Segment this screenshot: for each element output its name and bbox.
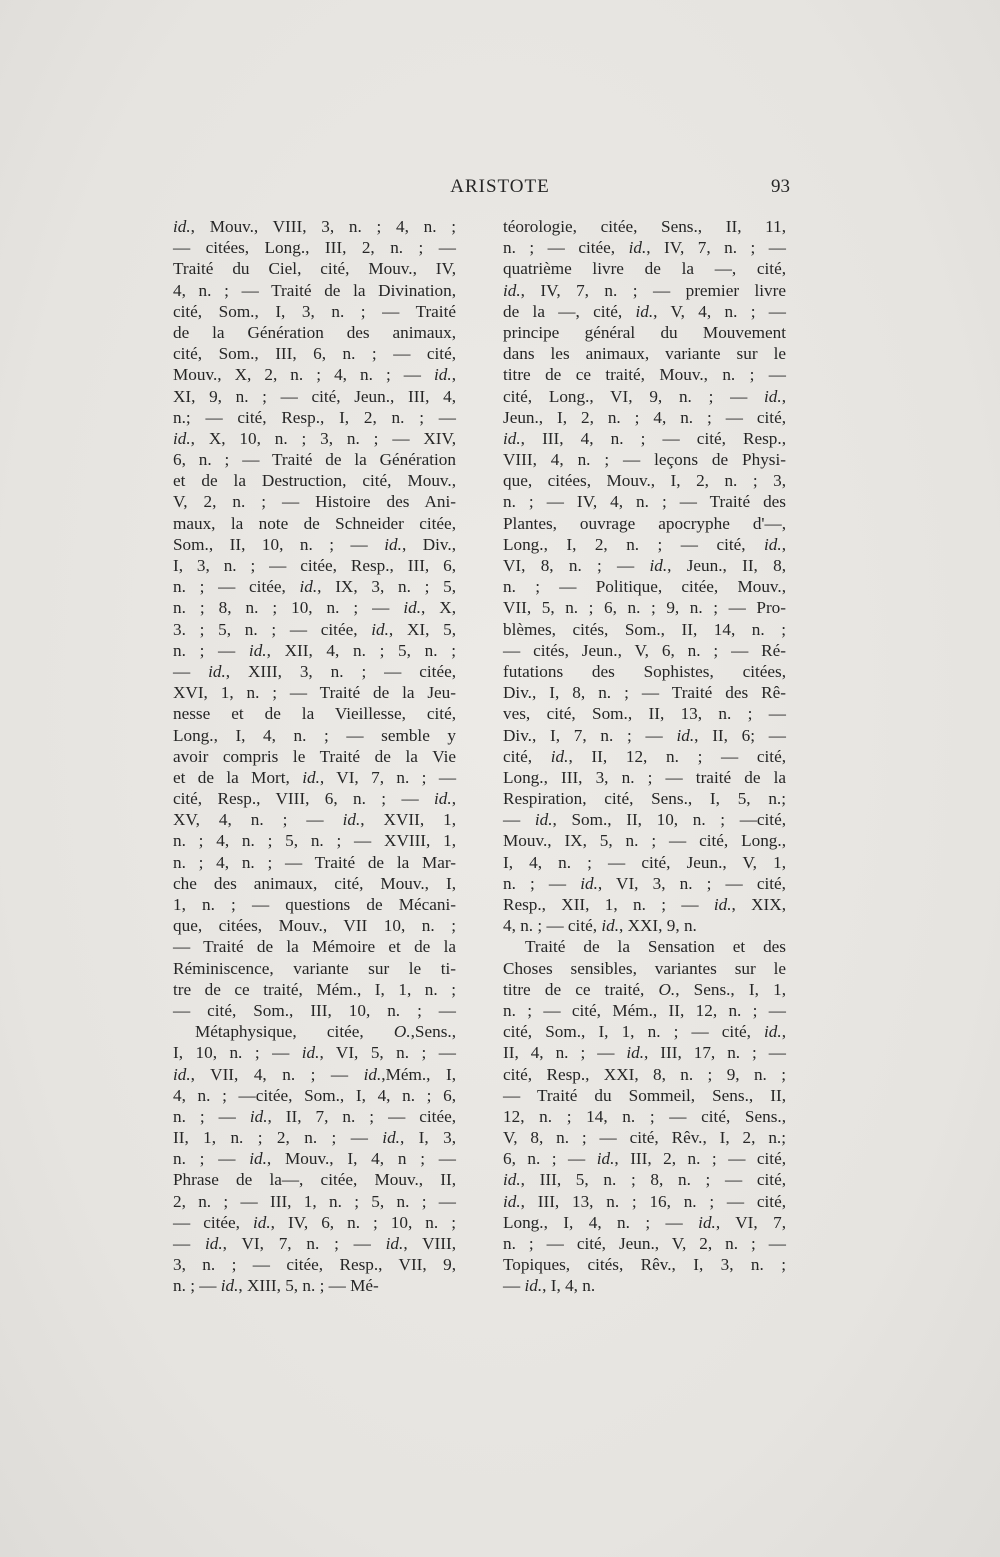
index-line: che des animaux, cité, Mouv., I,: [173, 873, 456, 893]
index-line: Resp., XII, 1, n. ; — id., XIX,: [503, 895, 786, 914]
index-line: que, citées, Mouv., I, 2, n. ; 3,: [503, 471, 786, 491]
index-line: 12, n. ; 14, n. ; — cité, Sens.,: [503, 1106, 786, 1126]
index-line: maux, la note de Schneider citée,: [173, 513, 456, 533]
index-line: Topiques, cités, Rêv., I, 3, n. ;: [503, 1255, 786, 1275]
index-line: futations des Sophistes, citées,: [503, 661, 786, 681]
index-line: Phrase de la—, citée, Mouv., II,: [173, 1170, 456, 1190]
index-line: Mouv., IX, 5, n. ; — cité, Long.,: [503, 831, 786, 851]
index-line: — Traité du Sommeil, Sens., II,: [503, 1085, 786, 1105]
index-line: — citée, id., IV, 6, n. ; 10, n. ;: [173, 1212, 456, 1232]
index-line: V, 2, n. ; — Histoire des Ani-: [173, 492, 456, 512]
index-line: cité, Long., VI, 9, n. ; — id.,: [503, 386, 786, 406]
index-line: n. ; — cité, Jeun., V, 2, n. ; —: [503, 1234, 786, 1253]
index-line: que, citées, Mouv., VII 10, n. ;: [173, 916, 456, 936]
left-column: [173, 216, 456, 1297]
index-line: n. ; 4, n. ; 5, n. ; — XVIII, 1,: [173, 831, 456, 851]
index-line: Traité de la Sensation et des: [525, 937, 786, 957]
index-line: — cités, Jeun., V, 6, n. ; — Ré-: [503, 640, 786, 660]
index-line: Mouv., X, 2, n. ; 4, n. ; — id.,: [173, 365, 456, 385]
index-line: tre de ce traité, Mém., I, 1, n. ;: [173, 979, 456, 999]
index-line: n. ; — id., VI, 3, n. ; — cité,: [503, 873, 786, 893]
index-line: — id., XIII, 3, n. ; — citée,: [173, 661, 457, 681]
index-line: id., IV, 7, n. ; — premier livre: [503, 280, 786, 300]
index-line: cité, Som., III, 6, n. ; — cité,: [173, 344, 456, 364]
index-line: id., VII, 4, n. ; — id.,Mém., I,: [173, 1064, 456, 1084]
index-line: de la Génération des animaux,: [173, 322, 456, 342]
index-line: Long., I, 4, n. ; — semble y: [173, 725, 456, 745]
index-line: Métaphysique, citée, O.,Sens.,: [195, 1022, 456, 1042]
index-line: id., Mouv., VIII, 3, n. ; 4, n. ;: [173, 217, 456, 236]
index-line: n. ; 8, n. ; 10, n. ; — id., X,: [173, 598, 456, 618]
index-line: n. ; — IV, 4, n. ; — Traité des: [503, 492, 786, 512]
running-title: ARISTOTE: [450, 176, 550, 197]
index-line: id., III, 13, n. ; 16, n. ; — cité,: [503, 1191, 786, 1211]
index-line: 4, n. ; — Traité de la Divination,: [173, 280, 456, 300]
index-line: téorologie, citée, Sens., II, 11,: [503, 217, 786, 236]
index-line: id., III, 5, n. ; 8, n. ; — cité,: [503, 1170, 786, 1190]
index-line: de la —, cité, id., V, 4, n. ; —: [503, 301, 786, 321]
index-line: n. ; — id., XIII, 5, n. ; — Mé-: [173, 1276, 379, 1296]
index-line: principe général du Mouvement: [503, 322, 786, 342]
index-line: XI, 9, n. ; — cité, Jeun., III, 4,: [173, 386, 456, 406]
index-line: n. ; — id., XII, 4, n. ; 5, n. ;: [173, 640, 456, 660]
index-line: cité, Resp., VIII, 6, n. ; — id.,: [173, 789, 456, 809]
index-line: n. ; — cité, Mém., II, 12, n. ; —: [503, 1000, 786, 1020]
index-line: I, 10, n. ; — id., VI, 5, n. ; —: [173, 1043, 456, 1063]
index-line: 6, n. ; — id., III, 2, n. ; — cité,: [503, 1149, 786, 1169]
index-line: Traité du Ciel, cité, Mouv., IV,: [173, 259, 456, 279]
index-line: — Traité de la Mémoire et de la: [173, 937, 456, 957]
index-line: cité, Som., I, 3, n. ; — Traité: [173, 301, 456, 321]
index-line: ves, cité, Som., II, 13, n. ; —: [503, 704, 786, 724]
index-line: n. ; — id., II, 7, n. ; — citée,: [173, 1106, 456, 1126]
index-line: n. ; — citée, id., IV, 7, n. ; —: [503, 238, 786, 258]
index-line: n. ; — citée, id., IX, 3, n. ; 5,: [173, 577, 456, 597]
index-line: titre de ce traité, O., Sens., I, 1,: [503, 979, 786, 999]
index-line: I, 4, n. ; — cité, Jeun., V, 1,: [503, 852, 786, 872]
index-line: 2, n. ; — III, 1, n. ; 5, n. ; —: [173, 1191, 456, 1211]
index-line: avoir compris le Traité de la Vie: [173, 746, 456, 766]
index-line: 3. ; 5, n. ; — citée, id., XI, 5,: [173, 619, 456, 639]
index-line: II, 4, n. ; — id., III, 17, n. ; —: [503, 1043, 786, 1063]
index-line: Long., I, 2, n. ; — cité, id.,: [503, 534, 786, 554]
index-line: n. ; — Politique, citée, Mouv.,: [503, 577, 786, 597]
index-line: n.; — cité, Resp., I, 2, n. ; —: [173, 407, 456, 427]
index-line: V, 8, n. ; — cité, Rêv., I, 2, n.;: [503, 1128, 786, 1148]
index-line: titre de ce traité, Mouv., n. ; —: [503, 365, 786, 385]
index-line: — id., I, 4, n.: [503, 1276, 596, 1296]
index-line: Réminiscence, variante sur le ti-: [173, 958, 456, 978]
index-line: Div., I, 7, n. ; — id., II, 6; —: [503, 725, 786, 745]
index-line: 6, n. ; — Traité de la Génération: [173, 450, 456, 470]
index-line: Respiration, cité, Sens., I, 5, n.;: [503, 789, 786, 809]
index-line: VI, 8, n. ; — id., Jeun., II, 8,: [503, 556, 786, 575]
index-line: cité, Resp., XXI, 8, n. ; 9, n. ;: [503, 1064, 786, 1084]
index-line: 3, n. ; — citée, Resp., VII, 9,: [173, 1255, 456, 1275]
index-line: VII, 5, n. ; 6, n. ; 9, n. ; — Pro-: [503, 598, 786, 618]
index-line: — cité, Som., III, 10, n. ; —: [173, 1000, 456, 1020]
index-line: — id., VI, 7, n. ; — id., VIII,: [173, 1234, 456, 1253]
index-line: — id., Som., II, 10, n. ; —cité,: [503, 810, 786, 830]
index-line: Jeun., I, 2, n. ; 4, n. ; — cité,: [503, 407, 786, 427]
index-line: XV, 4, n. ; — id., XVII, 1,: [173, 810, 456, 830]
index-line: id., III, 4, n. ; — cité, Resp.,: [503, 428, 786, 448]
index-line: nesse et de la Vieillesse, cité,: [173, 704, 456, 724]
index-line: blèmes, cités, Som., II, 14, n. ;: [503, 619, 786, 639]
index-line: et de la Destruction, cité, Mouv.,: [173, 471, 456, 491]
index-line: 1, n. ; — questions de Mécani-: [173, 895, 456, 914]
index-line: cité, Som., I, 1, n. ; — cité, id.,: [503, 1022, 786, 1042]
index-line: n. ; 4, n. ; — Traité de la Mar-: [173, 852, 456, 872]
index-line: 4, n. ; — cité, id., XXI, 9, n.: [503, 916, 697, 936]
page-number: 93: [771, 176, 790, 197]
index-line: quatrième livre de la —, cité,: [503, 259, 786, 279]
index-line: id., X, 10, n. ; 3, n. ; — XIV,: [173, 428, 456, 448]
index-line: 4, n. ; —citée, Som., I, 4, n. ; 6,: [173, 1085, 456, 1105]
index-line: — citées, Long., III, 2, n. ; —: [173, 238, 456, 258]
index-line: n. ; — id., Mouv., I, 4, n ; —: [173, 1149, 456, 1169]
index-line: dans les animaux, variante sur le: [503, 344, 786, 364]
index-line: Long., III, 3, n. ; — traité de la: [503, 767, 786, 787]
index-line: Choses sensibles, variantes sur le: [503, 958, 786, 978]
index-line: Long., I, 4, n. ; — id., VI, 7,: [503, 1212, 786, 1232]
index-line: Plantes, ouvrage apocryphe d'—,: [503, 513, 786, 533]
index-line: Som., II, 10, n. ; — id., Div.,: [173, 534, 457, 554]
index-line: XVI, 1, n. ; — Traité de la Jeu-: [173, 683, 456, 703]
index-line: et de la Mort, id., VI, 7, n. ; —: [173, 767, 457, 787]
right-column: [503, 216, 786, 1297]
index-line: cité, id., II, 12, n. ; — cité,: [503, 746, 786, 766]
index-line: Div., I, 8, n. ; — Traité des Rê-: [503, 683, 786, 703]
index-line: I, 3, n. ; — citée, Resp., III, 6,: [173, 556, 456, 575]
index-line: VIII, 4, n. ; — leçons de Physi-: [503, 450, 786, 470]
index-line: II, 1, n. ; 2, n. ; — id., I, 3,: [173, 1128, 456, 1148]
